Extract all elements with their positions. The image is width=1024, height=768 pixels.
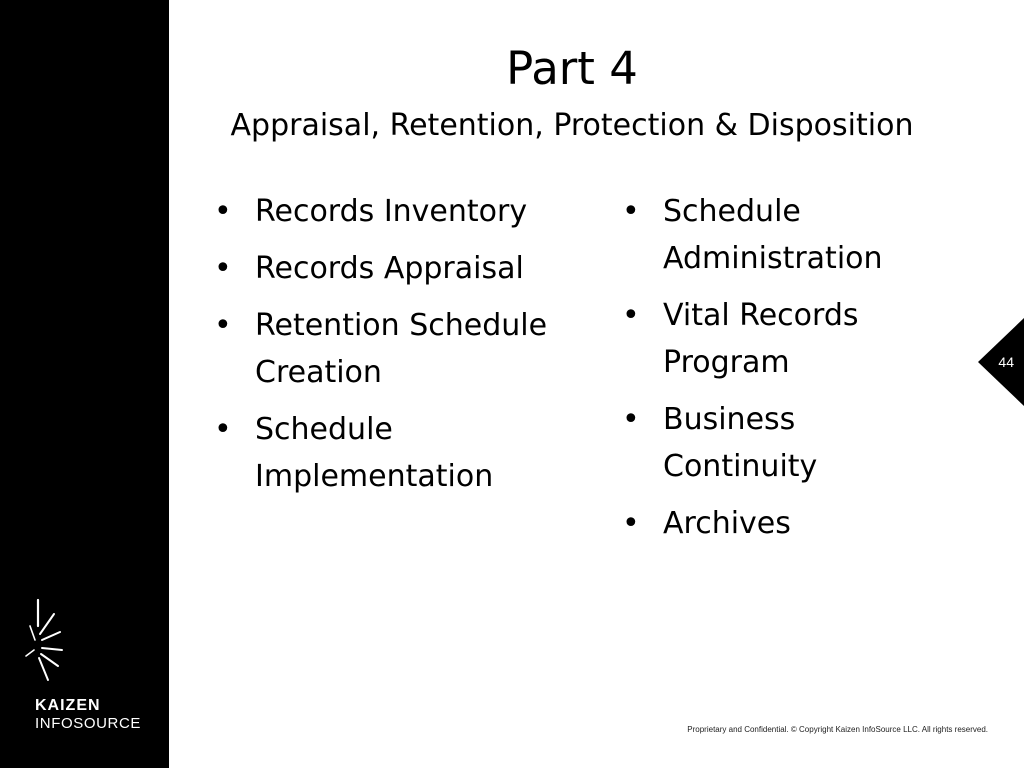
bullet-item: • Business Continuity: [622, 396, 952, 490]
sidebar: [0, 0, 169, 768]
company-logo-text: [35, 698, 141, 731]
bullet-item: • Records Appraisal: [214, 245, 584, 292]
bullet-item: • Records Inventory: [214, 188, 584, 235]
logo-line1: KAIZEN: [35, 697, 101, 714]
logo-line2: INFOSOURCE: [35, 715, 142, 732]
bullet-item: • Retention Schedule Creation: [214, 302, 584, 396]
bullet-list-right: [622, 188, 952, 557]
bullet-item: • Vital Records Program: [622, 292, 952, 386]
slide-title: Part 4: [506, 42, 638, 95]
bullet-item: • Schedule Implementation: [214, 406, 584, 500]
footer-copyright: Proprietary and Confidential. © Copyright Kaizen InfoSource LLC. All rights reserved.: [687, 725, 988, 734]
starburst-logo-icon: [22, 596, 72, 692]
bullet-item: • Schedule Administration: [622, 188, 952, 282]
bullet-list-left: [214, 188, 584, 510]
page-number: 44: [998, 354, 1014, 370]
bullet-item: • Archives: [622, 500, 952, 547]
slide-subtitle: Appraisal, Retention, Protection & Disposition: [230, 108, 914, 143]
